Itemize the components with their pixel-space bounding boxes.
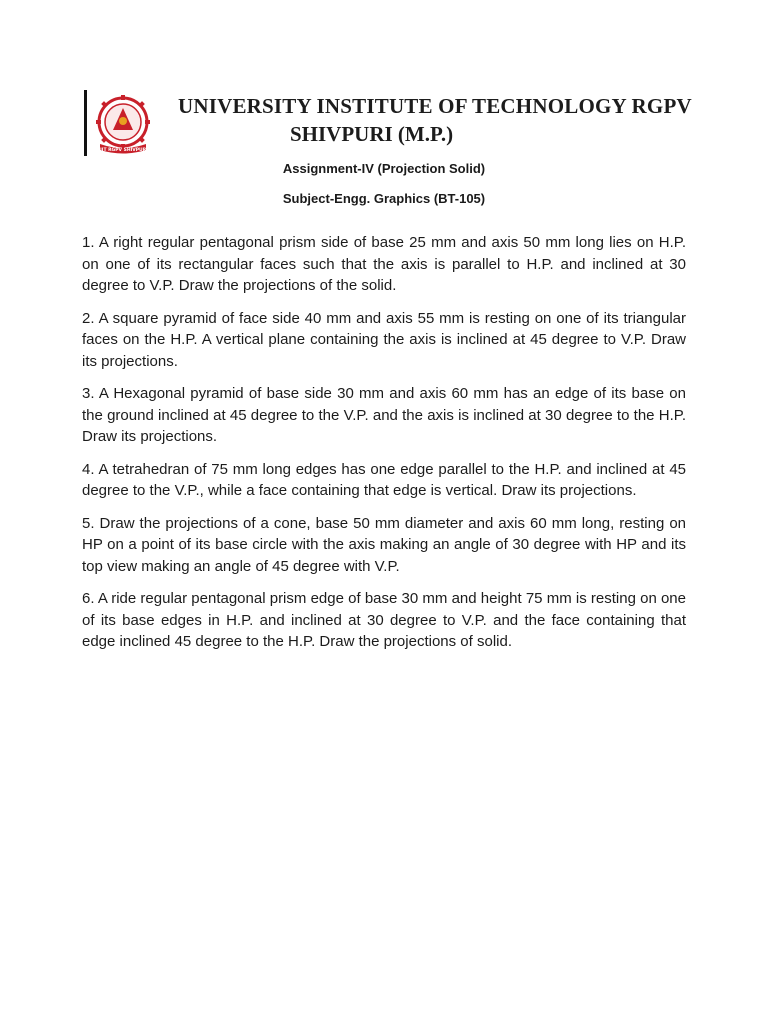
institute-logo [90, 94, 156, 158]
institute-logo-icon [90, 94, 156, 158]
question-2: 2. A square pyramid of face side 40 mm and axis 55 mm is resting on one of its triangular faces on the H.P. A vertical plane containing the axis is inclined at 45 degree to V.P. Draw its projections. [82, 309, 686, 370]
question-4: 4. A tetrahedran of 75 mm long edges has one edge parallel to the H.P. and inclined at 45 degree to the V.P., while a face containing that edge is vertical. Draw its projections. [82, 460, 686, 499]
question-5: 5. Draw the projections of a cone, base 50 mm diameter and axis 60 mm long, resting on HP on a point of its base circle with the axis making an angle of 30 degree with HP and its top view making an angle of 45 degree with V.P. [82, 514, 686, 575]
assignment-subject: Subject-Engg. Graphics (BT-105) [282, 191, 486, 206]
question-list [82, 232, 686, 664]
assignment-title: Assignment-IV (Projection Solid) [282, 161, 486, 176]
question-6: 6. A ride regular pentagonal prism edge of base 30 mm and height 75 mm is resting on one of its base edges in H.P. and inclined at 30 degree to V.P. and the face containing that edge inclined 45 degree to the H.P. Draw the projections of solid. [82, 590, 686, 650]
question-3: 3. A Hexagonal pyramid of base side 30 mm and axis 60 mm has an edge of its base on the ground inclined at 45 degree to the V.P. and the axis is inclined at 30 degree to the H.P. Draw its projections. [82, 385, 686, 445]
question-1: 1. A right regular pentagonal prism side of base 25 mm and axis 50 mm long lies on H.P. on one of its rectangular faces such that the axis is parallel to H.P. and inclined at 30 degree to V.P. Draw the projections of the solid. [82, 234, 686, 294]
institution-city: SHIVPURI (M.P.) [290, 122, 454, 146]
logo-text: UIT RGPV SHIVPURI [98, 148, 148, 153]
header-divider [84, 90, 87, 156]
institution-name: UNIVERSITY INSTITUTE OF TECHNOLOGY RGPV [178, 94, 692, 118]
